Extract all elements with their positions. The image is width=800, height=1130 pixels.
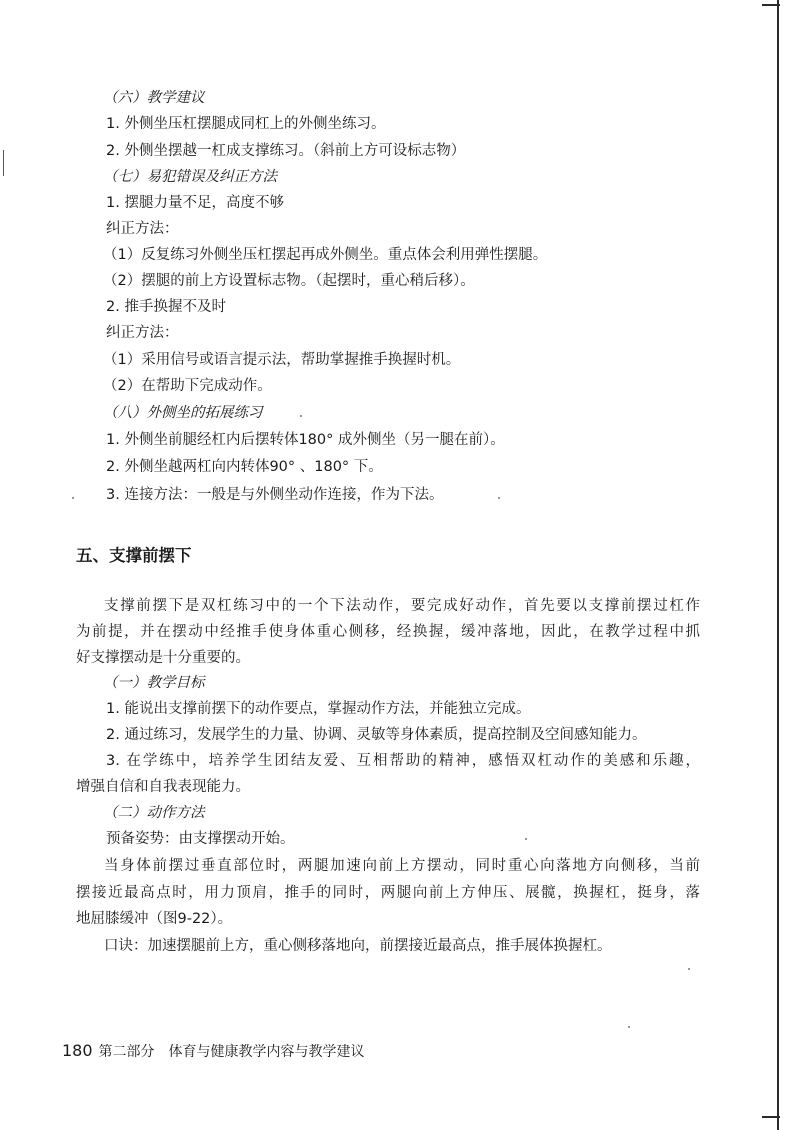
subheading-common-errors: （七）易犯错误及纠正方法 <box>103 169 277 185</box>
paragraph-line: 3. 在学练中，培养学生团结友爱、互相帮助的精神，感悟双杠动作的美感和乐趣， <box>106 753 700 769</box>
paragraph-line: 2. 外侧坐越两杠向内转体90° 、180° 下。 <box>106 459 383 475</box>
paragraph-line: 2. 通过练习，发展学生的力量、协调、灵敏等身体素质，提高控制及空间感知能力。 <box>106 727 647 743</box>
paragraph-line: 2. 推手换握不及时 <box>106 299 226 315</box>
paragraph-line: 当身体前摆过垂直部位时，两腿加速向前上方摆动，同时重心向落地方向侧移，当前 <box>104 858 700 874</box>
subheading-extension-practice: （八）外侧坐的拓展练习 <box>103 405 263 421</box>
scan-speck <box>525 838 527 840</box>
subheading-teaching-goals: （一）教学目标 <box>103 675 205 691</box>
paragraph-line: 1. 摆腿力量不足，高度不够 <box>106 195 284 211</box>
paragraph-line: 预备姿势：由支撑摆动开始。 <box>106 831 295 847</box>
page-number: 180 <box>62 1041 93 1060</box>
paragraph-line: （2）在帮助下完成动作。 <box>103 378 272 394</box>
paragraph-line: 2. 外侧坐摆越一杠成支撑练习。（斜前上方可设标志物） <box>106 143 466 159</box>
scan-speck <box>688 968 690 970</box>
paragraph-line: （2）摆腿的前上方设置标志物。（起摆时，重心稍后移）。 <box>103 273 475 289</box>
page-edge-rule <box>777 0 779 1130</box>
section-heading: 五、支撑前摆下 <box>76 546 192 565</box>
page-edge-rule-cap-top <box>762 4 780 6</box>
scan-mark-left <box>3 150 4 176</box>
subheading-movement-method: （二）动作方法 <box>103 805 205 821</box>
scan-speck <box>628 1026 630 1028</box>
paragraph-line: 纠正方法： <box>106 325 179 341</box>
paragraph-line: 1. 外侧坐压杠摆腿成同杠上的外侧坐练习。 <box>106 116 386 132</box>
paragraph-line: 1. 外侧坐前腿经杠内后摆转体180° 成外侧坐（另一腿在前）。 <box>106 432 505 448</box>
paragraph-line: 1. 能说出支撑前摆下的动作要点，掌握动作方法，并能独立完成。 <box>106 701 531 717</box>
paragraph-line: 地屈膝缓冲（图9-22）。 <box>76 911 233 927</box>
page-edge-rule-cap-bottom <box>762 1116 780 1118</box>
page-footer <box>62 1041 365 1062</box>
paragraph-line: 纠正方法： <box>106 221 179 237</box>
scan-speck <box>72 497 74 499</box>
paragraph-line: 摆接近最高点时，用力顶肩，推手的同时，两腿向前上方伸压、展髋，换握杠，挺身，落 <box>76 885 700 901</box>
paragraph-line: 为前提，并在摆动中经推手使身体重心侧移，经换握，缓冲落地，因此，在教学过程中抓 <box>76 624 700 640</box>
paragraph-line: 增强自信和自我表现能力。 <box>76 779 250 795</box>
paragraph-line: 3. 连接方法：一般是与外侧坐动作连接，作为下法。 <box>106 487 444 503</box>
scan-speck <box>498 497 500 499</box>
paragraph-line: 好支撑摆动是十分重要的。 <box>76 650 250 666</box>
paragraph-line: （1）采用信号或语言提示法，帮助掌握推手换握时机。 <box>103 352 461 368</box>
paragraph-line: （1）反复练习外侧坐压杠摆起再成外侧坐。重点体会利用弹性摆腿。 <box>103 247 548 263</box>
subheading-teaching-suggestions: （六）教学建议 <box>103 90 205 106</box>
paragraph-line: 口诀：加速摆腿前上方，重心侧移落地向，前摆接近最高点，推手展体换握杠。 <box>104 938 612 954</box>
scan-speck <box>300 415 302 417</box>
running-footer-text: 第二部分 体育与健康教学内容与教学建议 <box>98 1044 365 1060</box>
paragraph-line: 支撑前摆下是双杠练习中的一个下法动作，要完成好动作，首先要以支撑前摆过杠作 <box>104 598 700 614</box>
